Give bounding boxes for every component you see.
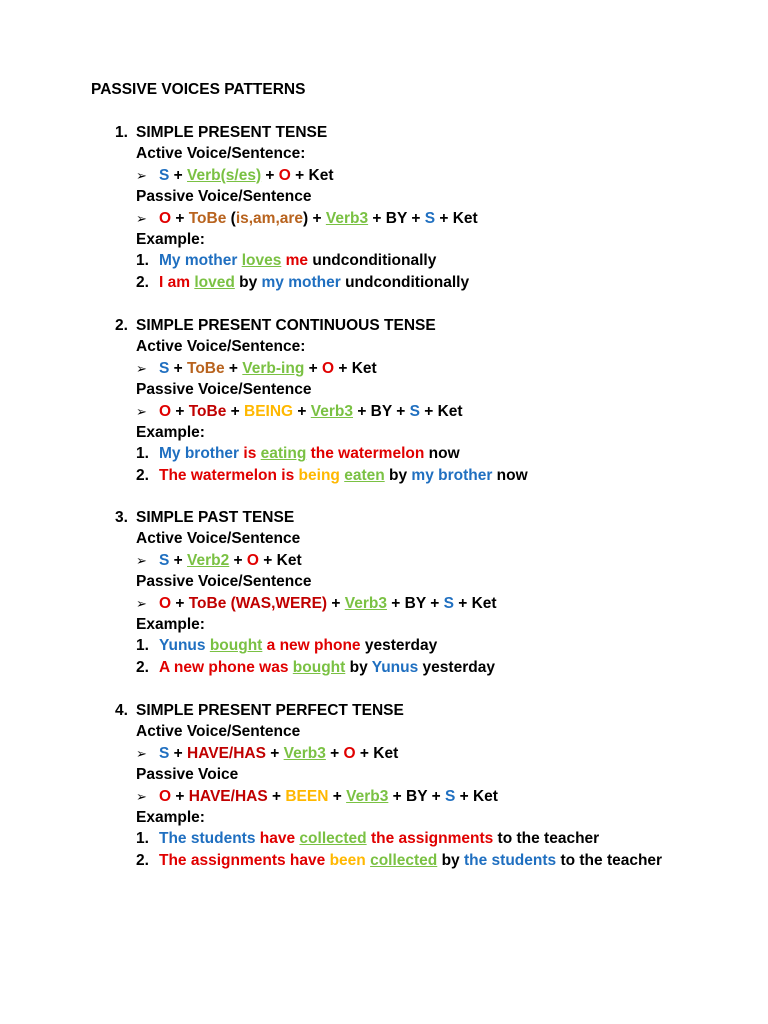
- section-heading: 1. SIMPLE PRESENT TENSE: [115, 124, 328, 141]
- passive-formula: ➢ O + ToBe + BEING + Verb3 + BY + S + Ket: [115, 401, 528, 422]
- arrow-bullet-icon: ➢: [136, 745, 147, 761]
- passive-label: Passive Voice: [136, 766, 239, 784]
- example-label: Example:: [136, 230, 205, 248]
- section-simple-present-perfect: [115, 700, 669, 871]
- example-active: 1. My mother loves me undconditionally: [136, 252, 437, 270]
- active-formula: ➢ S + HAVE/HAS + Verb3 + O + Ket: [115, 743, 669, 764]
- section-simple-present: [115, 122, 478, 293]
- section-simple-past: [115, 507, 497, 678]
- active-label: Active Voice/Sentence: [136, 530, 301, 548]
- section-heading: 2. SIMPLE PRESENT CONTINUOUS TENSE: [115, 317, 436, 334]
- passive-label: Passive Voice/Sentence: [136, 573, 312, 591]
- passive-label: Passive Voice/Sentence: [136, 188, 312, 206]
- example-active: 1. Yunus bought a new phone yesterday: [136, 637, 438, 655]
- active-formula: ➢ S + ToBe + Verb-ing + O + Ket: [115, 358, 528, 379]
- active-formula: ➢ S + Verb(s/es) + O + Ket: [115, 165, 478, 186]
- active-label: Active Voice/Sentence:: [136, 338, 306, 356]
- example-passive: 2. The watermelon is being eaten by my brother now: [136, 466, 528, 484]
- example-active: 1. The students have collected the assignments to the teacher: [136, 830, 600, 848]
- example-passive: 2. A new phone was bought by Yunus yesterday: [136, 658, 495, 676]
- example-label: Example:: [136, 423, 205, 441]
- active-formula: ➢ S + Verb2 + O + Ket: [115, 550, 497, 571]
- active-label: Active Voice/Sentence: [136, 723, 301, 741]
- passive-formula: ➢ O + ToBe (WAS,WERE) + Verb3 + BY + S + Ket: [115, 593, 497, 614]
- arrow-bullet-icon: ➢: [136, 360, 147, 376]
- arrow-bullet-icon: ➢: [136, 552, 147, 568]
- passive-formula: ➢ O + HAVE/HAS + BEEN + Verb3 + BY + S + Ket: [115, 786, 669, 807]
- example-passive: 2. The assignments have been collected by the students to the teacher: [136, 851, 663, 869]
- arrow-bullet-icon: ➢: [136, 788, 147, 804]
- example-active: 1. My brother is eating the watermelon now: [136, 445, 460, 463]
- passive-formula: ➢ O + ToBe (is,am,are) + Verb3 + BY + S + Ket: [115, 208, 478, 229]
- passive-label: Passive Voice/Sentence: [136, 381, 312, 399]
- example-passive: 2. I am loved by my mother undconditionally: [136, 273, 470, 291]
- document-title: PASSIVE VOICES PATTERNS: [91, 81, 306, 98]
- arrow-bullet-icon: ➢: [136, 167, 147, 183]
- arrow-bullet-icon: ➢: [136, 403, 147, 419]
- section-heading: 4. SIMPLE PRESENT PERFECT TENSE: [115, 702, 404, 719]
- arrow-bullet-icon: ➢: [136, 210, 147, 226]
- active-label: Active Voice/Sentence:: [136, 145, 306, 163]
- example-label: Example:: [136, 615, 205, 633]
- section-simple-present-continuous: [115, 315, 528, 486]
- arrow-bullet-icon: ➢: [136, 595, 147, 611]
- example-label: Example:: [136, 808, 205, 826]
- section-heading: 3. SIMPLE PAST TENSE: [115, 509, 295, 526]
